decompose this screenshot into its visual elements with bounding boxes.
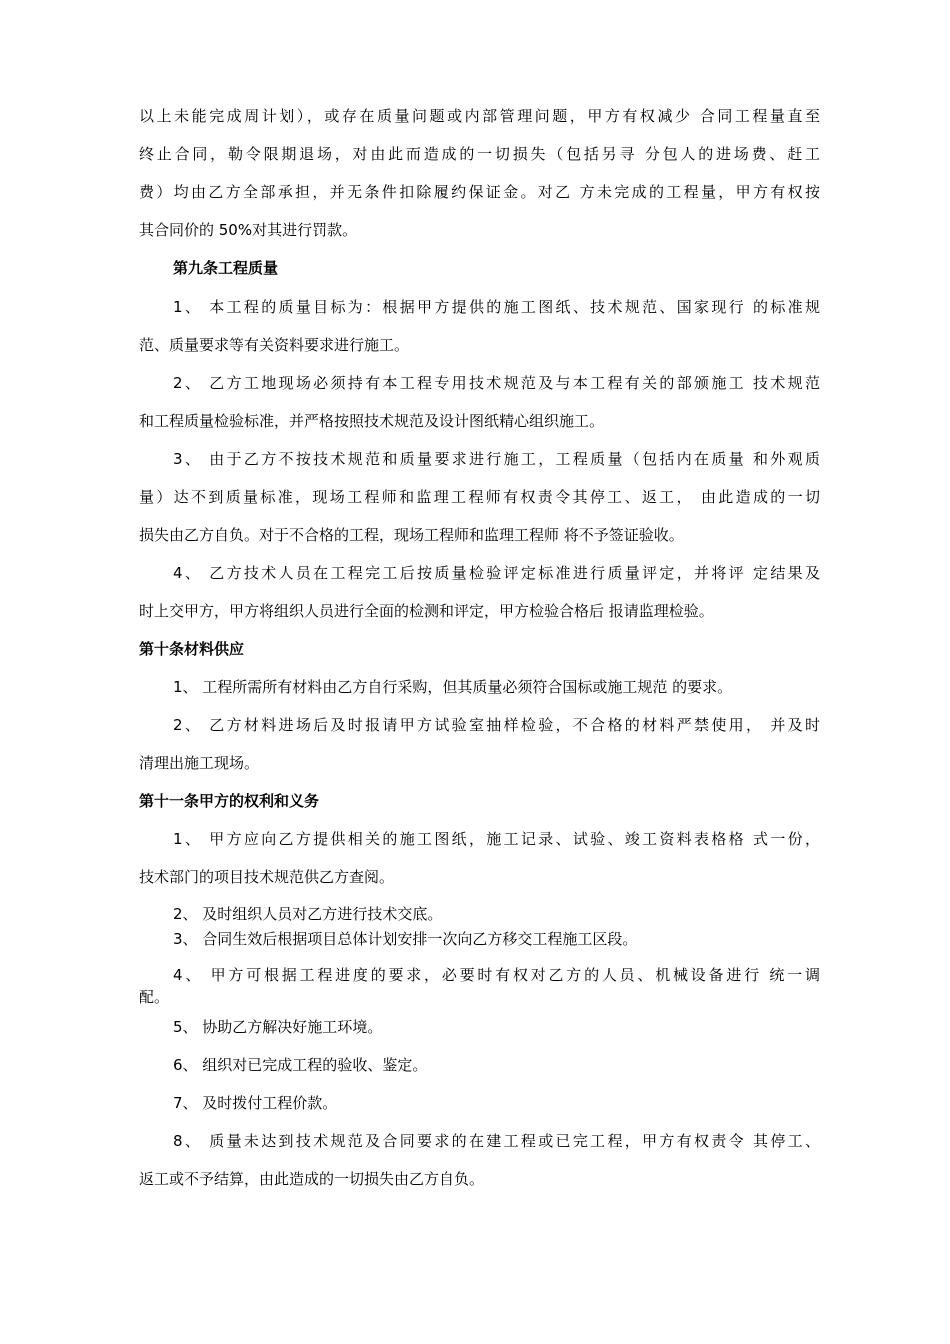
list-item-line: 1、 工程所需所有材料由乙方自行采购，但其质量必须符合国标或施工规范 的要求。 <box>173 678 733 696</box>
list-item-line: 时上交甲方，甲方将组织人员进行全面的检测和评定，甲方检验合格后 报请监理检验。 <box>139 602 714 620</box>
list-item-line: 损失由乙方自负。对于不合格的工程，现场工程师和监理工程师 将不予签证验收。 <box>139 526 684 544</box>
paragraph-line: 以上未能完成周计划），或存在质量问题或内部管理问题，甲方有权减少 合同工程量直至 <box>139 107 820 125</box>
list-item-line: 1、 甲方应向乙方提供相关的施工图纸，施工记录、试验、竣工资料表格格 式一份， <box>173 830 820 848</box>
section-heading: 第十条材料供应 <box>139 640 245 658</box>
list-item-line: 2、 及时组织人员对乙方进行技术交底。 <box>173 905 443 923</box>
list-item-line: 技术部门的项目技术规范供乙方查阅。 <box>139 868 395 886</box>
paragraph-line: 费）均由乙方全部承担，并无条件扣除履约保证金。对乙 方未完成的工程量，甲方有权按 <box>139 183 820 201</box>
list-item-line: 返工或不予结算，由此造成的一切损失由乙方自负。 <box>139 1170 485 1188</box>
list-item-line: 4、 甲方可根据工程进度的要求，必要时有权对乙方的人员、机械设备进行 统一调 <box>173 966 820 984</box>
list-item-line: 5、 协助乙方解决好施工环境。 <box>173 1018 383 1036</box>
list-item-line: 2、 乙方材料进场后及时报请甲方试验室抽样检验，不合格的材料严禁使用， 并及时 <box>173 716 820 734</box>
list-item-line: 1、 本工程的质量目标为：根据甲方提供的施工图纸、技术规范、国家现行 的标准规 <box>173 298 820 316</box>
list-item-line: 2、 乙方工地现场必须持有本工程专用技术规范及与本工程有关的部颁施工 技术规范 <box>173 374 820 392</box>
list-item-line: 配。 <box>139 988 170 1006</box>
list-item-line: 和工程质量检验标准，并严格按照技术规范及设计图纸精心组织施工。 <box>139 412 605 430</box>
list-item-line: 3、 合同生效后根据项目总体计划安排一次向乙方移交工程施工区段。 <box>173 930 638 948</box>
list-item-line: 6、 组织对已完成工程的验收、鉴定。 <box>173 1056 428 1074</box>
list-item-line: 8、 质量未达到技术规范及合同要求的在建工程或已完工程，甲方有权责令 其停工、 <box>173 1132 820 1150</box>
paragraph-line: 终止合同，勒令限期退场，对由此而造成的一切损失（包括另寻 分包人的进场费、赶工 <box>139 145 820 163</box>
list-item-line: 范、质量要求等有关资料要求进行施工。 <box>139 336 410 354</box>
list-item-line: 4、 乙方技术人员在工程完工后按质量检验评定标准进行质量评定，并将评 定结果及 <box>173 564 820 582</box>
list-item-line: 清理出施工现场。 <box>139 754 260 772</box>
section-heading: 第九条工程质量 <box>173 259 279 277</box>
list-item-line: 7、 及时拨付工程价款。 <box>173 1094 338 1112</box>
list-item-line: 量）达不到质量标准，现场工程师和监理工程师有权责令其停工、返工， 由此造成的一切 <box>139 488 820 506</box>
section-heading: 第十一条甲方的权利和义务 <box>139 792 320 810</box>
paragraph-line: 其合同价的 50%对其进行罚款。 <box>139 221 358 239</box>
list-item-line: 3、 由于乙方不按技术规范和质量要求进行施工，工程质量（包括内在质量 和外观质 <box>173 450 820 468</box>
